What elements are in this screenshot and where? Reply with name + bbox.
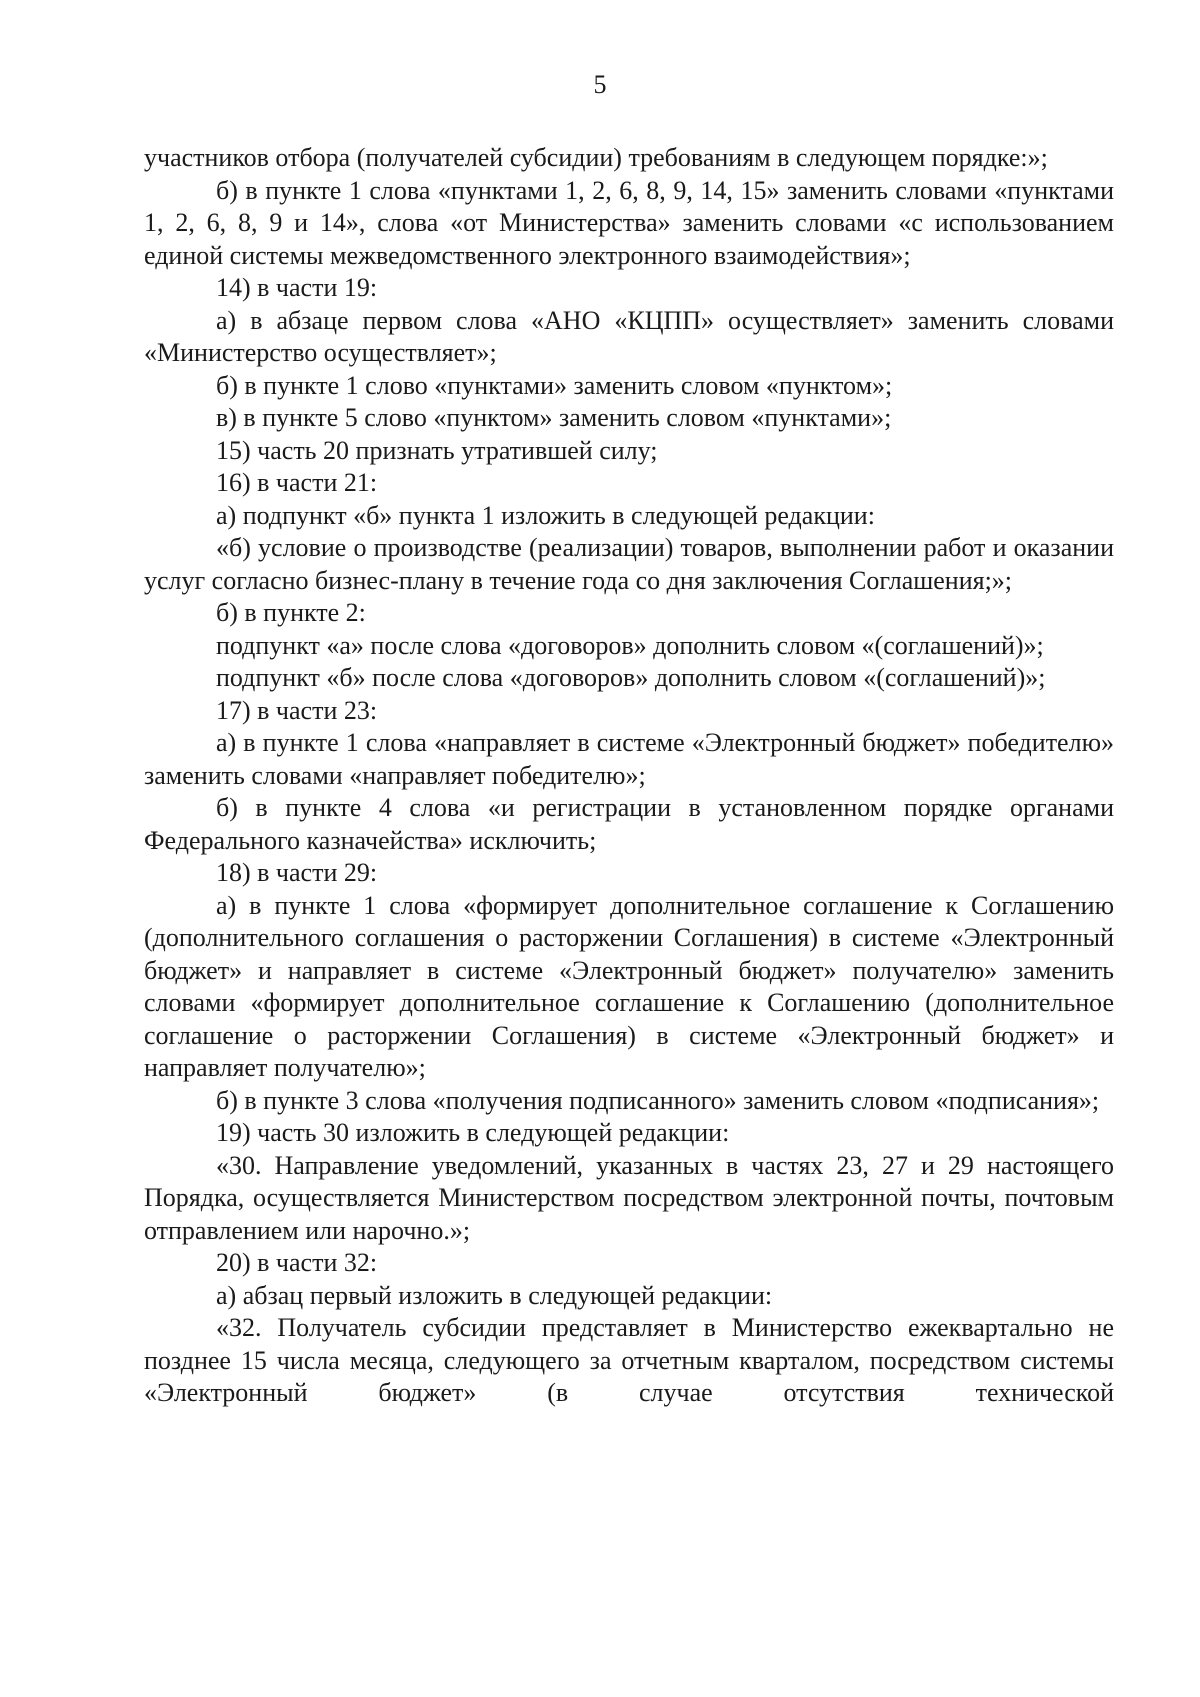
paragraph: 18) в части 29: — [216, 858, 378, 887]
paragraph: подпункт «б» после слова «договоров» дополнить словом «(соглашений)»; — [216, 663, 1046, 692]
paragraph: «32. Получатель субсидии представляет в Министерство ежеквартально не позднее 15 числа месяца, следующего за отчетным кварталом, посредством системы «Электронный бюджет» (в случае отсутствия технической — [144, 1313, 1114, 1407]
page-number: 5 — [593, 70, 607, 99]
paragraph: подпункт «а» после слова «договоров» дополнить словом «(соглашений)»; — [216, 630, 1044, 660]
paragraph: 15) часть 20 признать утратившей силу; — [216, 435, 658, 465]
paragraph: а) в абзаце первом слова «АНО «КЦПП» осуществляет» заменить словами «Министерство осуществляет»; — [144, 305, 1114, 367]
paragraph: а) в пункте 1 слова «формирует дополнительное соглашение к Соглашению (дополнительного соглашения о расторжении Соглашения) в системе «Электронный бюджет» и направляет в системе «Электронный бюджет» получателю» заменить словами «формирует дополнительное соглашение к Соглашению (дополнительное соглашение о расторжении Соглашения) в системе «Электронный бюджет» и направляет получателю»; — [144, 890, 1114, 1082]
paragraph: 19) часть 30 изложить в следующей редакции: — [216, 1118, 730, 1147]
paragraph: б) в пункте 1 слово «пунктами» заменить словом «пунктом»; — [216, 370, 893, 400]
paragraph: б) в пункте 4 слова «и регистрации в установленном порядке органами Федерального казначейства» исключить; — [144, 793, 1114, 855]
paragraph: а) подпункт «б» пункта 1 изложить в следующей редакции: — [216, 500, 875, 530]
paragraph: «б) условие о производстве (реализации) товаров, выполнении работ и оказании услуг согласно бизнес-плану в течение года со дня заключения Соглашения;»; — [144, 533, 1114, 595]
paragraph: «30. Направление уведомлений, указанных в частях 23, 27 и 29 настоящего Порядка, осуществляется Министерством посредством электронной почты, почтовым отправлением или нарочно.»; — [144, 1150, 1114, 1245]
paragraph: б) в пункте 2: — [216, 598, 366, 627]
paragraph: 16) в части 21: — [216, 468, 378, 497]
paragraph: участников отбора (получателей субсидии) требованиям в следующем порядке:»; — [144, 143, 1048, 172]
paragraph: в) в пункте 5 слово «пунктом» заменить словом «пунктами»; — [216, 403, 892, 432]
paragraph: 17) в части 23: — [216, 695, 378, 725]
paragraph: а) в пункте 1 слова «направляет в системе «Электронный бюджет» победителю» заменить словами «направляет победителю»; — [144, 728, 1114, 790]
paragraph: б) в пункте 1 слова «пунктами 1, 2, 6, 8, 9, 14, 15» заменить словами «пунктами 1, 2, 6, 8, 9 и 14», слова «от Министерства» заменить словами «с использованием единой системы межведомственного электронного взаимодействия»; — [144, 175, 1114, 270]
document-body — [144, 142, 1114, 1410]
paragraph: 20) в части 32: — [216, 1248, 378, 1277]
paragraph: а) абзац первый изложить в следующей редакции: — [216, 1280, 773, 1310]
paragraph: 14) в части 19: — [216, 273, 378, 302]
paragraph: б) в пункте 3 слова «получения подписанного» заменить словом «подписания»; — [216, 1085, 1100, 1115]
